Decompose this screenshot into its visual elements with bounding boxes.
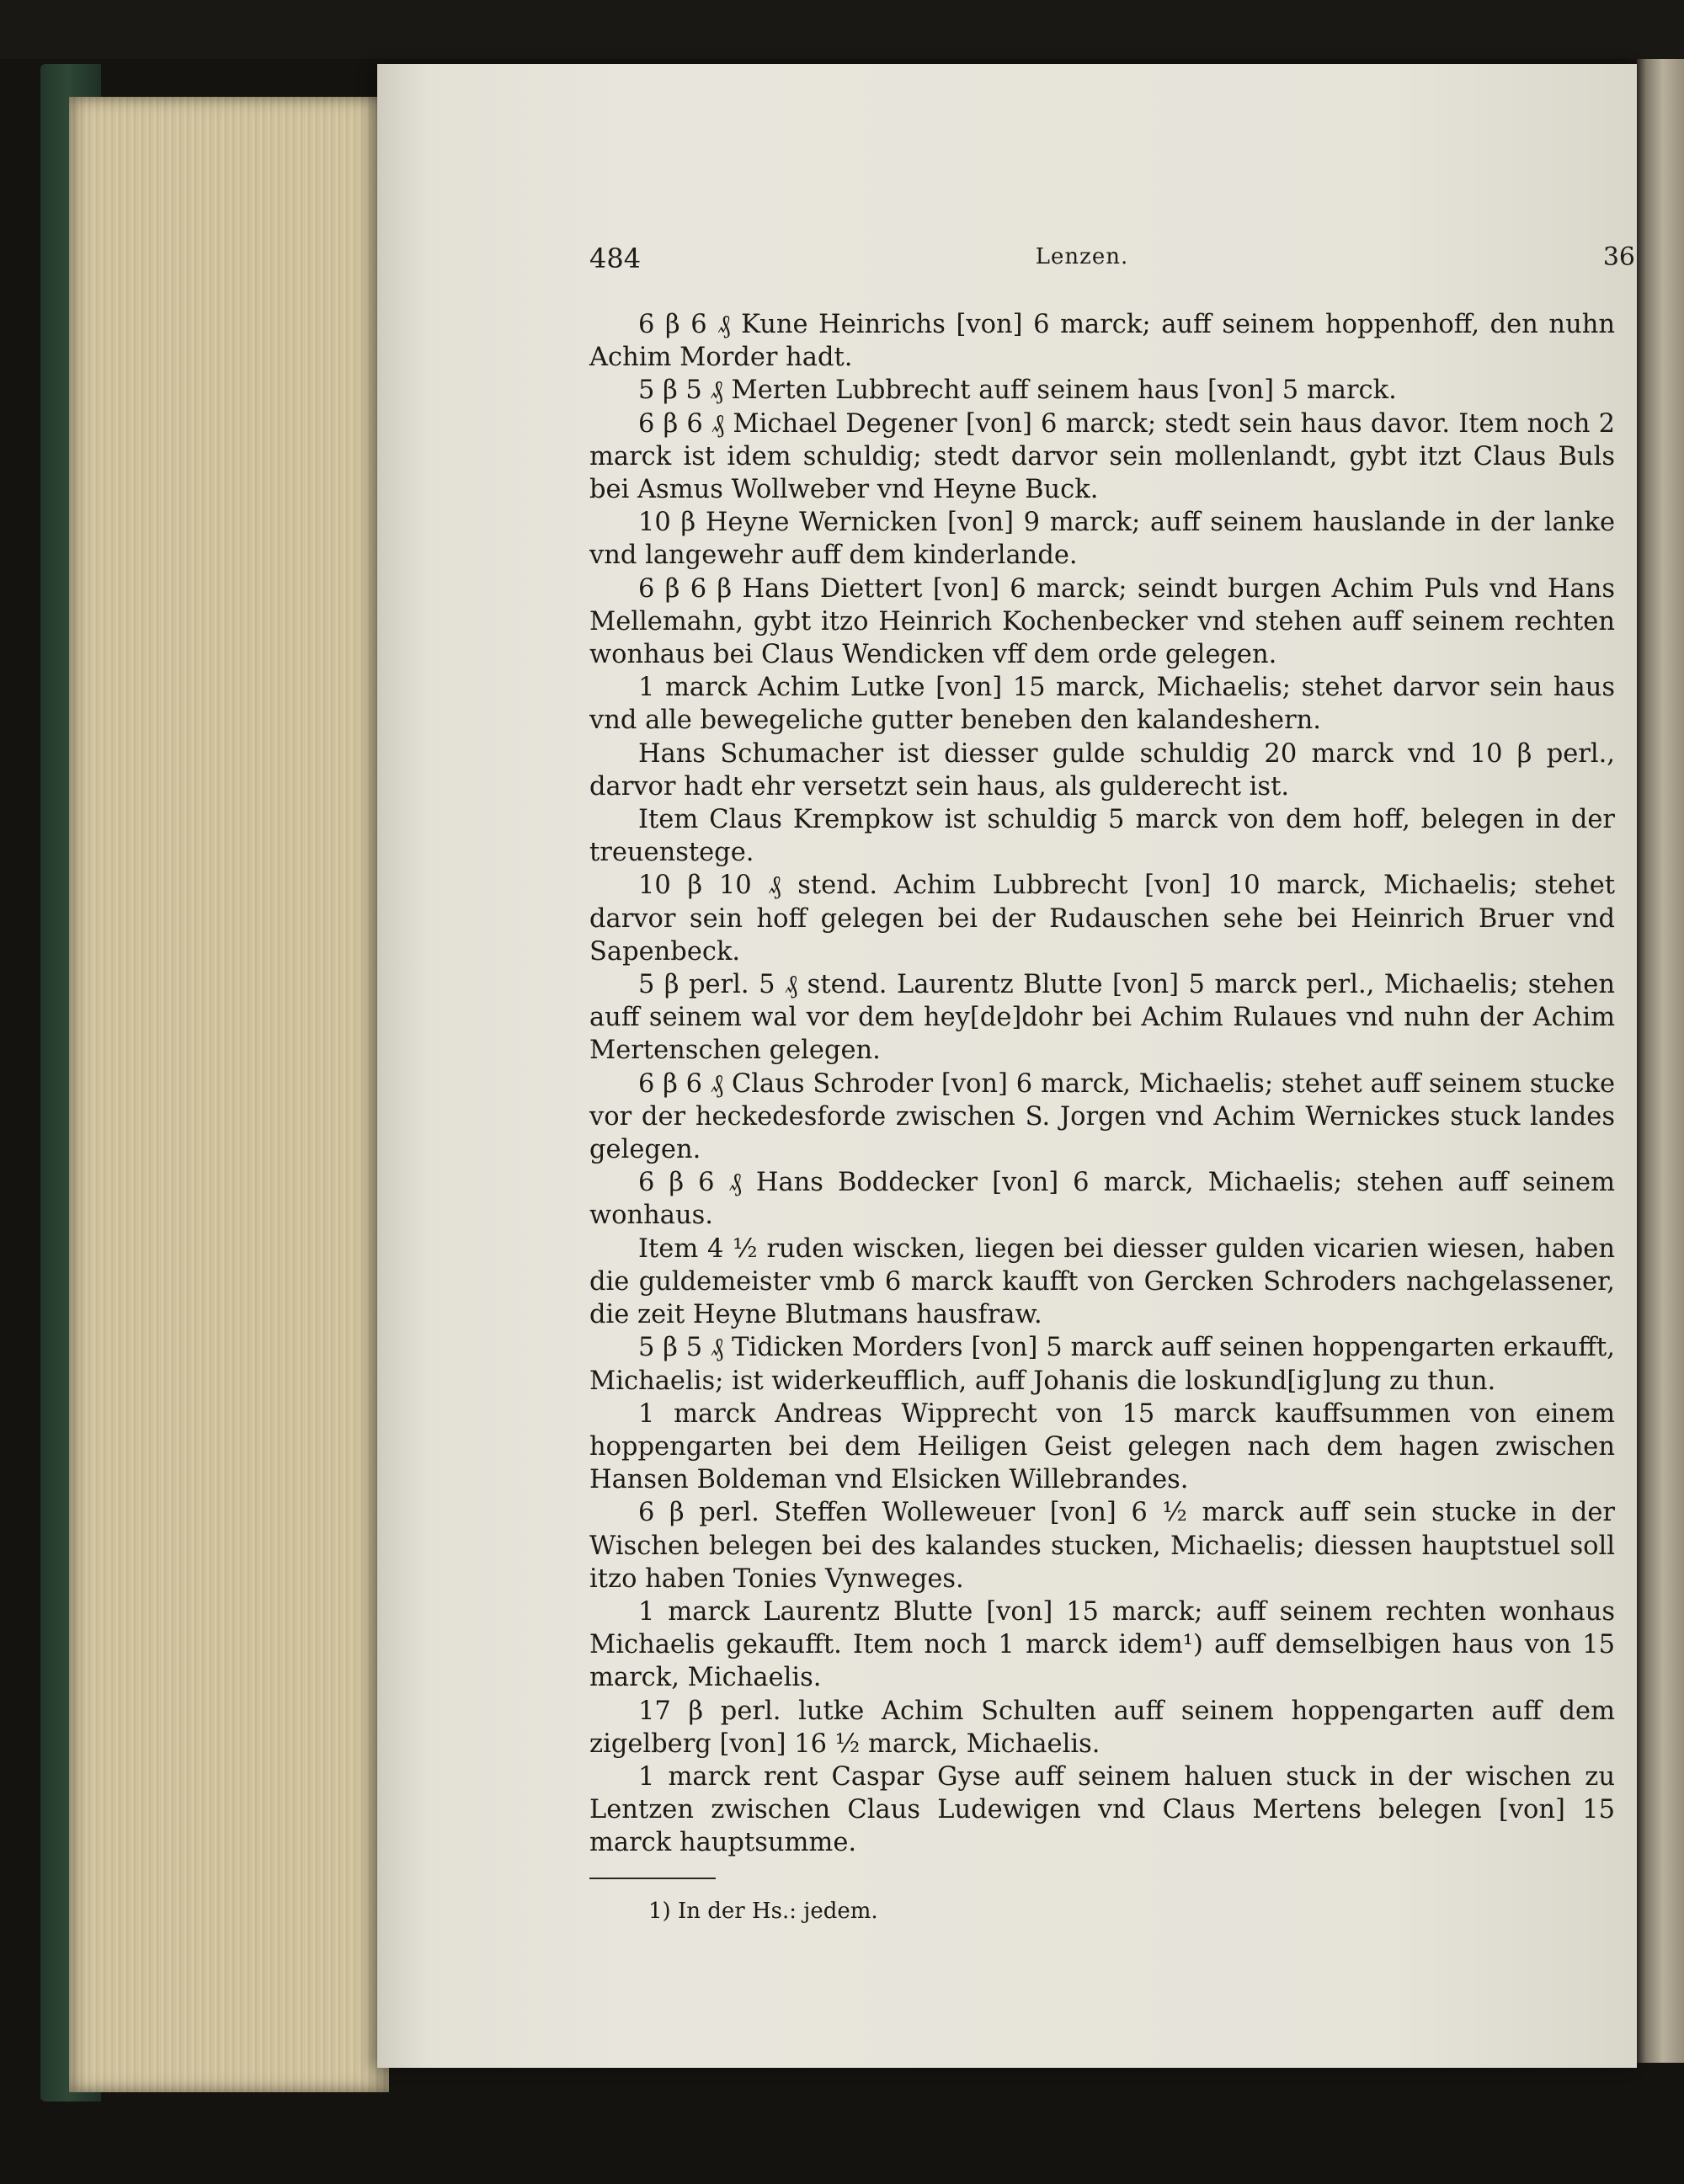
paragraph: 17 β perl. lutke Achim Schulten auff seinem hoppengarten auff dem zigelberg [von] 16 ½ marck, Michaelis. (589, 1696, 1615, 1759)
paragraph: 6 β 6 ₰ Kune Heinrichs [von] 6 marck; auff seinem hoppenhoff, den nuhn Achim Morder hadt. (589, 310, 1615, 373)
paragraph: 6 β 6 ₰ Claus Schroder [von] 6 marck, Michaelis; stehet auff seinem stucke vor der heckedesforde zwischen S. Jorgen vnd Achim Wernickes stuck landes gelegen. (589, 1068, 1615, 1165)
background-top (0, 0, 1684, 59)
body-text (589, 308, 1615, 1860)
running-title: Lenzen. (1035, 244, 1129, 269)
paragraph: 10 β Heyne Wernicken [von] 9 marck; auff seinem hauslande in der lanke vnd langewehr auff dem kinderlande. (589, 508, 1615, 571)
paragraph: 1 marck Andreas Wipprecht von 15 marck kauffsummen von einem hoppengarten bei dem Heiligen Geist gelegen nach dem hagen zwischen Hansen Boldeman vnd Elsicken Willebrandes. (589, 1398, 1615, 1495)
page-header (589, 242, 1635, 285)
paragraph: Hans Schumacher ist diesser gulde schuldig 20 marck vnd 10 β perl., darvor hadt ehr versetzt sein haus, als gulderecht ist. (589, 738, 1615, 802)
paragraph: 5 β 5 ₰ Merten Lubbrecht auff seinem haus [von] 5 marck. (638, 376, 1397, 406)
footnote: 1) In der Hs.: jedem. (648, 1899, 878, 1924)
paragraph: 5 β perl. 5 ₰ stend. Laurentz Blutte [von] 5 marck perl., Michaelis; stehen auff seinem wal vor dem hey[de]dohr bei Achim Rulaues vnd nuhn der Achim Mertenschen gelegen. (589, 970, 1615, 1066)
paragraph: 5 β 5 ₰ Tidicken Morders [von] 5 marck auff seinen hoppengarten erkaufft, Michaelis; ist widerkeufflich, auff Johanis die loskund[ig]ung zu thun. (589, 1333, 1615, 1396)
paragraph: Item 4 ½ ruden wiscken, liegen bei diesser gulden vicarien wiesen, haben die guldemeister vmb 6 marck kaufft von Gercken Schroders nachgelassener, die zeit Heyne Blutmans hausfraw. (589, 1233, 1615, 1330)
paragraph: 10 β 10 ₰ stend. Achim Lubbrecht [von] 10 marck, Michaelis; stehet darvor sein hoff gelegen bei der Rudauschen sehe bei Heinrich Bruer vnd Sapenbeck. (589, 871, 1615, 967)
paragraph: 1 marck Laurentz Blutte [von] 15 marck; auff seinem rechten wonhaus Michaelis gekaufft. Item noch 1 marck idem¹) auff demselbigen haus von 15 marck, Michaelis. (589, 1596, 1615, 1693)
paragraph: Item Claus Krempkow ist schuldig 5 marck von dem hoff, belegen in der treuenstege. (589, 805, 1615, 868)
page-number: 484 (589, 242, 642, 274)
paragraph: 6 β 6 β Hans Diettert [von] 6 marck; seindt burgen Achim Puls vnd Hans Mellemahn, gybt itzo Heinrich Kochenbecker vnd stehen auff seinem rechten wonhaus bei Claus Wendicken vff dem orde gelegen. (589, 573, 1615, 670)
paragraph: 1 marck Achim Lutke [von] 15 marck, Michaelis; stehet darvor sein haus vnd alle bewegeliche gutter beneben den kalandeshern. (589, 673, 1615, 736)
paragraph: 6 β perl. Steffen Wolleweuer [von] 6 ½ marck auff sein stucke in der Wischen belegen bei des kalandes stucken, Michaelis; diessen hauptstuel soll itzo haben Tonies Vynweges. (589, 1498, 1615, 1594)
page-edges (69, 97, 389, 2092)
footnote-rule (589, 1878, 716, 1879)
paragraph: 6 β 6 ₰ Hans Boddecker [von] 6 marck, Michaelis; stehen auff seinem wonhaus. (589, 1168, 1615, 1231)
facing-page-edge (1637, 59, 1684, 2063)
paragraph: 6 β 6 ₰ Michael Degener [von] 6 marck; stedt sein haus davor. Item noch 2 marck ist idem schuldig; stedt darvor sein mollenlandt, gybt itzt Claus Buls bei Asmus Wollweber vnd Heyne Buck. (589, 408, 1615, 505)
running-right-marker: 36 (1602, 242, 1635, 272)
paragraph: 1 marck rent Caspar Gyse auff seinem haluen stuck in der wischen zu Lentzen zwischen Claus Ludewigen vnd Claus Mertens belegen [von] 15 marck hauptsumme. (589, 1761, 1615, 1858)
